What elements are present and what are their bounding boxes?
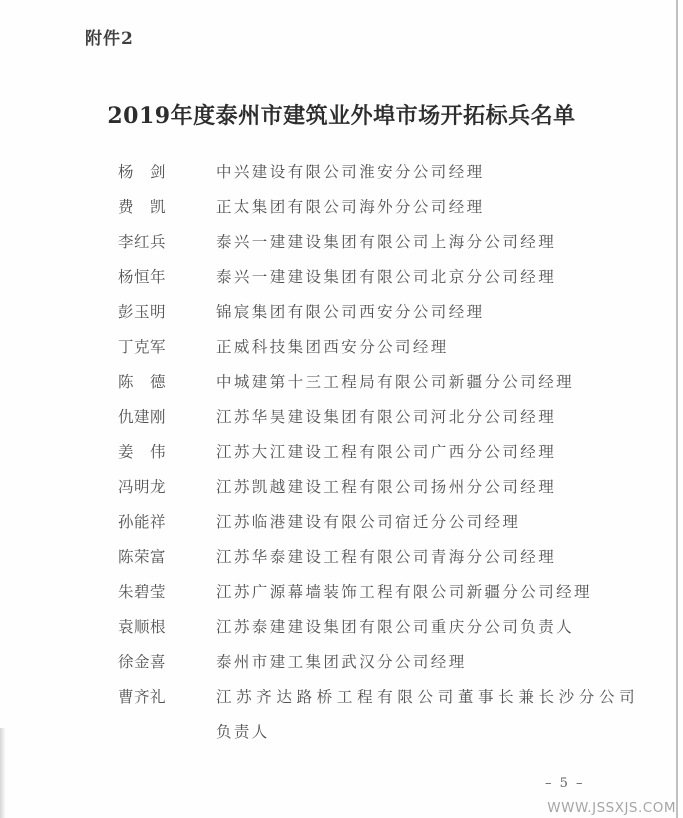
position-line: 江苏广源幕墙装饰工程有限公司新疆分公司经理 [216,583,592,601]
list-item [118,155,643,190]
person-name: 费 凯 [118,198,167,216]
position-line: 江苏华昊建设集团有限公司河北分公司经理 [216,408,557,426]
position-line: 正威科技集团西安分公司经理 [216,338,449,356]
person-name: 曹齐礼 [118,688,167,706]
list-item [118,540,643,575]
position-line: 负责人 [216,723,270,741]
list-item [118,295,643,330]
person-name: 孙能祥 [118,513,167,531]
person-name: 姜 伟 [118,443,167,461]
person-position [216,575,637,610]
person-position [216,225,637,260]
person-position [216,155,637,190]
person-name: 杨 剑 [118,163,167,181]
list-item [118,610,643,645]
position-line: 江苏大江建设工程有限公司广西分公司经理 [216,443,557,461]
position-line: 泰兴一建建设集团有限公司上海分公司经理 [216,233,557,251]
position-line: 泰州市建工集团武汉分公司经理 [216,653,467,671]
person-position [216,365,637,400]
position-line: 中兴建设有限公司淮安分公司经理 [216,163,485,181]
person-position [216,645,637,680]
position-line: 江苏泰建建设集团有限公司重庆分公司负责人 [216,618,575,636]
document-title: 2019年度泰州市建筑业外埠市场开拓标兵名单 [107,102,576,129]
person-position [216,505,637,540]
person-name: 杨恒年 [118,268,167,286]
watermark-text: WWW.JSSXJS.COM [547,800,676,816]
list-item [118,225,643,260]
page-number: – 5 – [545,776,585,791]
person-name: 丁克军 [118,338,167,356]
position-line: 正太集团有限公司海外分公司经理 [216,198,485,216]
position-line: 泰兴一建建设集团有限公司北京分公司经理 [216,268,557,286]
person-name: 陈荣富 [118,548,167,566]
person-position [216,610,637,645]
list-item [118,680,643,750]
person-name: 李红兵 [118,233,167,251]
list-item [118,435,643,470]
roster-list [118,155,643,750]
list-item [118,470,643,505]
attachment-label: 附件2 [85,29,134,49]
list-item [118,645,643,680]
person-position [216,295,637,330]
person-position [216,435,637,470]
scan-edge-shadow [0,728,6,818]
list-item [118,365,643,400]
list-item [118,505,643,540]
position-line: 江苏临港建设有限公司宿迁分公司经理 [216,513,521,531]
person-position [216,260,637,295]
person-position [216,470,637,505]
person-name: 袁顺根 [118,618,167,636]
person-name: 陈 德 [118,373,167,391]
person-name: 朱碧莹 [118,583,167,601]
position-line: 江苏凯越建设工程有限公司扬州分公司经理 [216,478,557,496]
person-name: 仇建刚 [118,408,167,426]
position-line: 锦宸集团有限公司西安分公司经理 [216,303,485,321]
position-line: 江苏华泰建设工程有限公司青海分公司经理 [216,548,557,566]
person-name: 冯明龙 [118,478,167,496]
person-position [216,400,637,435]
person-position [216,540,637,575]
person-position [216,190,637,225]
person-name: 徐金喜 [118,653,167,671]
person-name: 彭玉明 [118,303,167,321]
position-line: 中城建第十三工程局有限公司新疆分公司经理 [216,373,575,391]
person-position [216,330,637,365]
list-item [118,330,643,365]
position-line: 江苏齐达路桥工程有限公司董事长兼长沙分公司 [216,688,637,706]
list-item [118,400,643,435]
list-item [118,190,643,225]
person-position [216,680,637,750]
list-item [118,575,643,610]
list-item [118,260,643,295]
